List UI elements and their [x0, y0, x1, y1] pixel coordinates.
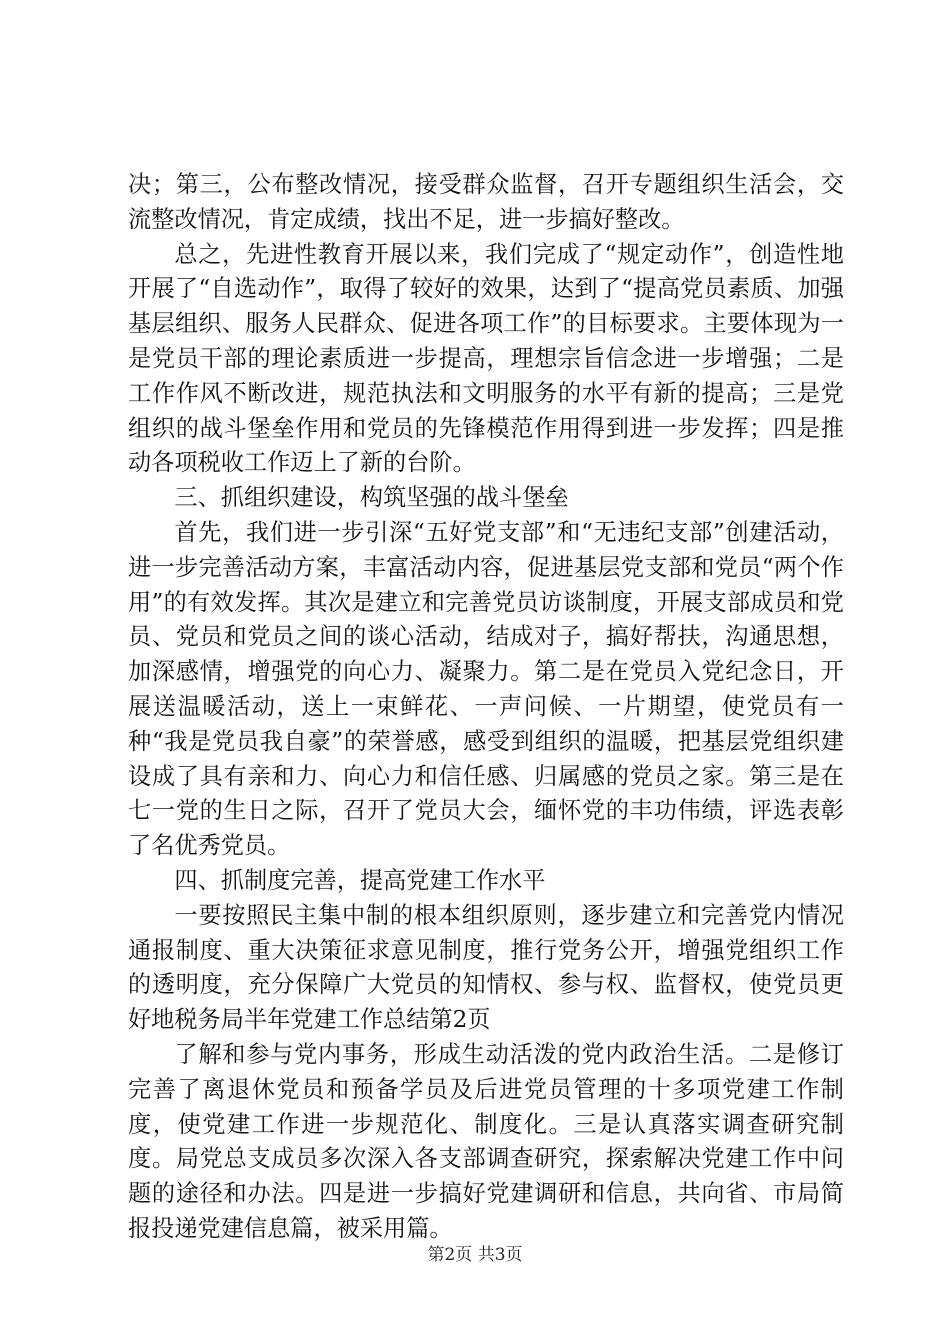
- section-heading-3: 三、抓组织建设，构筑坚强的战斗堡垒: [174, 484, 569, 512]
- document-body: [128, 168, 844, 1247]
- paragraph-2: 总之，先进性教育开展以来，我们完成了“规定动作”，创造性地开展了“自选动作”，取得了较好的效果，达到了“提高党员素质、加强基层组织、服务人民群众、促进各项工作”的目标要求。主要体现为一是党员干部的理论素质进一步提高，理想宗旨信念进一步增强；二是工作作风不断改进，规范执法和文明服务的水平有新的提高；三是党组织的战斗堡垒作用和党员的先锋模范作用得到进一步发挥；四是推动各项税收工作迈上了新的台阶。: [128, 240, 844, 477]
- paragraph-6: 一要按照民主集中制的根本组织原则，逐步建立和完善党内情况通报制度、重大决策征求意见制度，推行党务公开，增强党组织工作的透明度，充分保障广大党员的知情权、参与权、监督权，使党员更好地税务局半年党建工作总结第2页: [128, 901, 844, 1034]
- paragraph-4: 首先，我们进一步引深“五好党支部”和“无违纪支部”创建活动，进一步完善活动方案，丰富活动内容，促进基层党支部和党员“两个作用”的有效发挥。其次是建立和完善党员访谈制度，开展支部成员和党员、党员和党员之间的谈心活动，结成对子，搞好帮扶，沟通思想，加深感情，增强党的向心力、凝聚力。第二是在党员入党纪念日，开展送温暖活动，送上一束鲜花、一声问候、一片期望，使党员有一种“我是党员我自豪”的荣誉感，感受到组织的温暖，把基层党组织建设成了具有亲和力、向心力和信任感、归属感的党员之家。第三是在七一党的生日之际，召开了党员大会，缅怀党的丰功伟绩，评选表彰了名优秀党员。: [128, 518, 844, 860]
- page-footer: 第2页 共3页: [427, 1245, 523, 1265]
- paragraph-1: 决；第三，公布整改情况，接受群众监督，召开专题组织生活会，交流整改情况，肯定成绩，找出不足，进一步搞好整改。: [128, 171, 844, 233]
- section-heading-4: 四、抓制度完善，提高党建工作水平: [174, 866, 546, 894]
- paragraph-7: 了解和参与党内事务，形成生动活泼的党内政治生活。二是修订完善了离退休党员和预备学员及后进党员管理的十多项党建工作制度，使党建工作进一步规范化、制度化。三是认真落实调查研究制度。局党总支成员多次深入各支部调查研究，探索解决党建工作中问题的途径和办法。四是进一步搞好党建调研和信息，共向省、市局简报投递党建信息篇，被采用篇。: [128, 1040, 844, 1242]
